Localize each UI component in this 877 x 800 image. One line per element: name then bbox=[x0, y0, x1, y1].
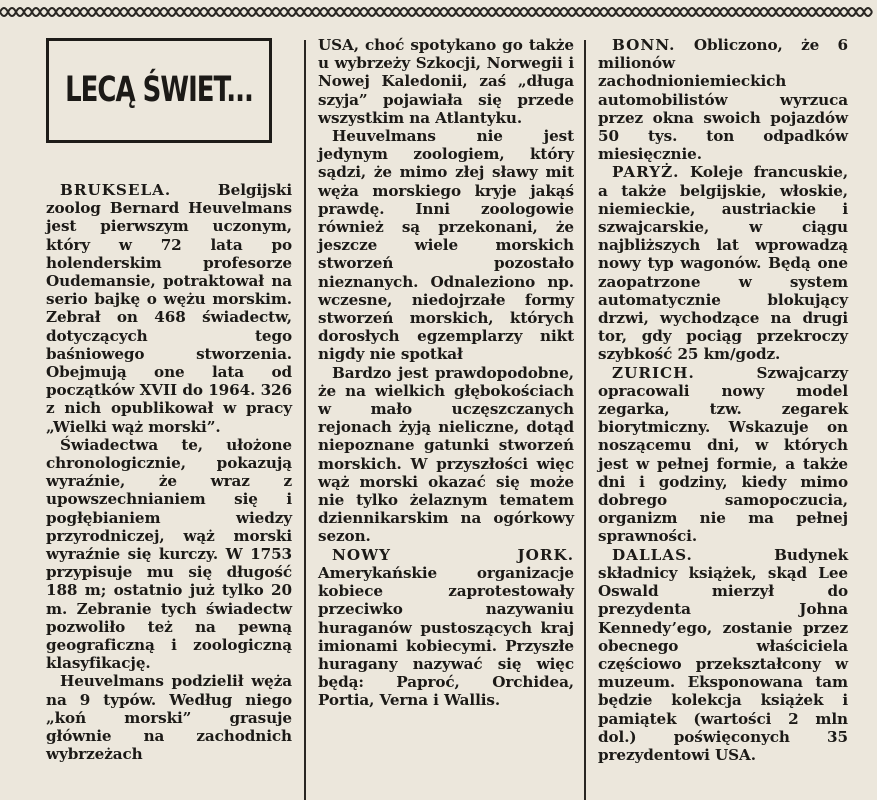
dateline: BONN. bbox=[612, 36, 676, 54]
headline: LECĄ ŚWIET... bbox=[65, 70, 253, 111]
decorative-border bbox=[0, 0, 877, 24]
article-text: Amerykańskie organizacje kobiece zaprotestowały przeciwko nazywaniu huraganów pustoszących kraj imionami kobiecymi. Przyszłe huragany nazywać się więc będą: Paproć, Orchidea, Portia, Verna i Wallis. bbox=[318, 563, 574, 710]
article-text: Koleje francuskie, a także belgijskie, włoskie, niemieckie, austriackie i szwajcarskie, w ciągu najbliższych lat wprowadzą nowy typ wagonów. Będą one zaopatrzone w system automatycznie blokujący drzwi, wychodzące na drugi tor, gdy pociąg przekroczy szybkość 25 km/godz. bbox=[598, 163, 849, 364]
article-paragraph: Heuvelmans nie jest jedynym zoologiem, który sądzi, że mimo złej sławy mit węża morskiego kryje jakąś prawdę. Inni zoologowie również są przekonani, że jeszcze wiele morskich stworzeń pozostało nieznanych. Odnaleziono np. wczesne, niedojrzałe formy stworzeń morskich, których dorosłych egzemplarzy nikt nigdy nie spotkał bbox=[318, 127, 574, 364]
headline-box bbox=[46, 38, 272, 143]
column-1 bbox=[46, 28, 292, 800]
article-paragraph: Bardzo jest prawdopodobne, że na wielkich głębokościach w mało uczęszczanych rejonach żyją nieliczne, dotąd niepoznane gatunki stworzeń morskich. W przyszłości więc wąż morski okazać się może nie tylko żelaznym tematem dziennikarskim na ogórkowy sezon. bbox=[318, 363, 574, 546]
article-paragraph: Heuvelmans podzielił węża na 9 typów. Według niego „koń morski” grasuje głównie na zachodnich wybrzeżach bbox=[46, 672, 292, 764]
column-rule bbox=[584, 40, 586, 800]
article-paragraph: Świadectwa te, ułożone chronologicznie, pokazują wyraźnie, że wraz z upowszechnianiem się i pogłębianiem wiedzy przyrodniczej, wąż morski wyraźnie się kurczy. W 1753 przypisuje mu się długość 188 m; ostatnio już tylko 20 m. Zebranie tych świadectw pozwoliło też na pewną geograficzną i zoologiczną klasyfikację. bbox=[46, 435, 292, 673]
column-rule bbox=[304, 40, 306, 800]
article-paragraph: USA, choć spotykano go także u wybrzeży Szkocji, Norwegii i Nowej Kaledonii, zaś „długa szyja” pojawiała się przede wszystkim na Atlantyku. bbox=[318, 36, 574, 127]
article-text: Belgijski zoolog Bernard Heuvelmans jest pierwszym uczonym, który w 72 lata po holenderskim profesorze Oudemansie, potraktował na serio bajkę o wężu morskim. Zebrał on 468 świadectw, dotyczących tego baśniowego stworzenia. Obejmują one lata od początków XVII do 1964. 326 z nich opublikował w pracy „Wielki wąż morski”. bbox=[46, 181, 292, 436]
article-paryz bbox=[598, 163, 848, 363]
dateline: DALLAS. bbox=[612, 545, 693, 564]
dateline: PARYŻ. bbox=[612, 163, 680, 182]
article-text: Szwajcarzy opracowali nowy model zegarka, tzw. zegarek biorytmiczny. Wskazuje on noszącemu dni, w których jest w pełnej formie, a także dni i godziny, kiedy mimo dobrego samopoczucia, organizm nie ma pełnej sprawności. bbox=[598, 363, 848, 546]
dateline: ZURICH. bbox=[612, 363, 695, 382]
article-nowy-jork bbox=[318, 546, 574, 710]
column-2 bbox=[318, 36, 574, 800]
article-text: Budynek składnicy książek, skąd Lee Oswald mierzył do prezydenta Johna Kennedy’ego, zostanie przez obecnego właściciela częściowo przekształcony w muzeum. Eksponowana tam będzie kolekcja książek i pamiątek (wartości 2 mln dol.) poświęconych 35 prezydentowi USA. bbox=[598, 545, 848, 764]
article-dallas bbox=[598, 546, 848, 764]
article-text: Obliczono, że 6 milionów zachodnioniemieckich automobilistów wyrzuca przez okna swoich pojazdów 50 tys. ton odpadków miesięcznie. bbox=[598, 36, 849, 164]
article-zurich bbox=[598, 364, 848, 546]
article-bruksela bbox=[46, 181, 292, 436]
column-3 bbox=[598, 36, 848, 800]
dateline: NOWY JORK. bbox=[332, 545, 574, 564]
dateline: BRUKSELA. bbox=[60, 181, 172, 199]
article-bonn bbox=[598, 36, 848, 163]
